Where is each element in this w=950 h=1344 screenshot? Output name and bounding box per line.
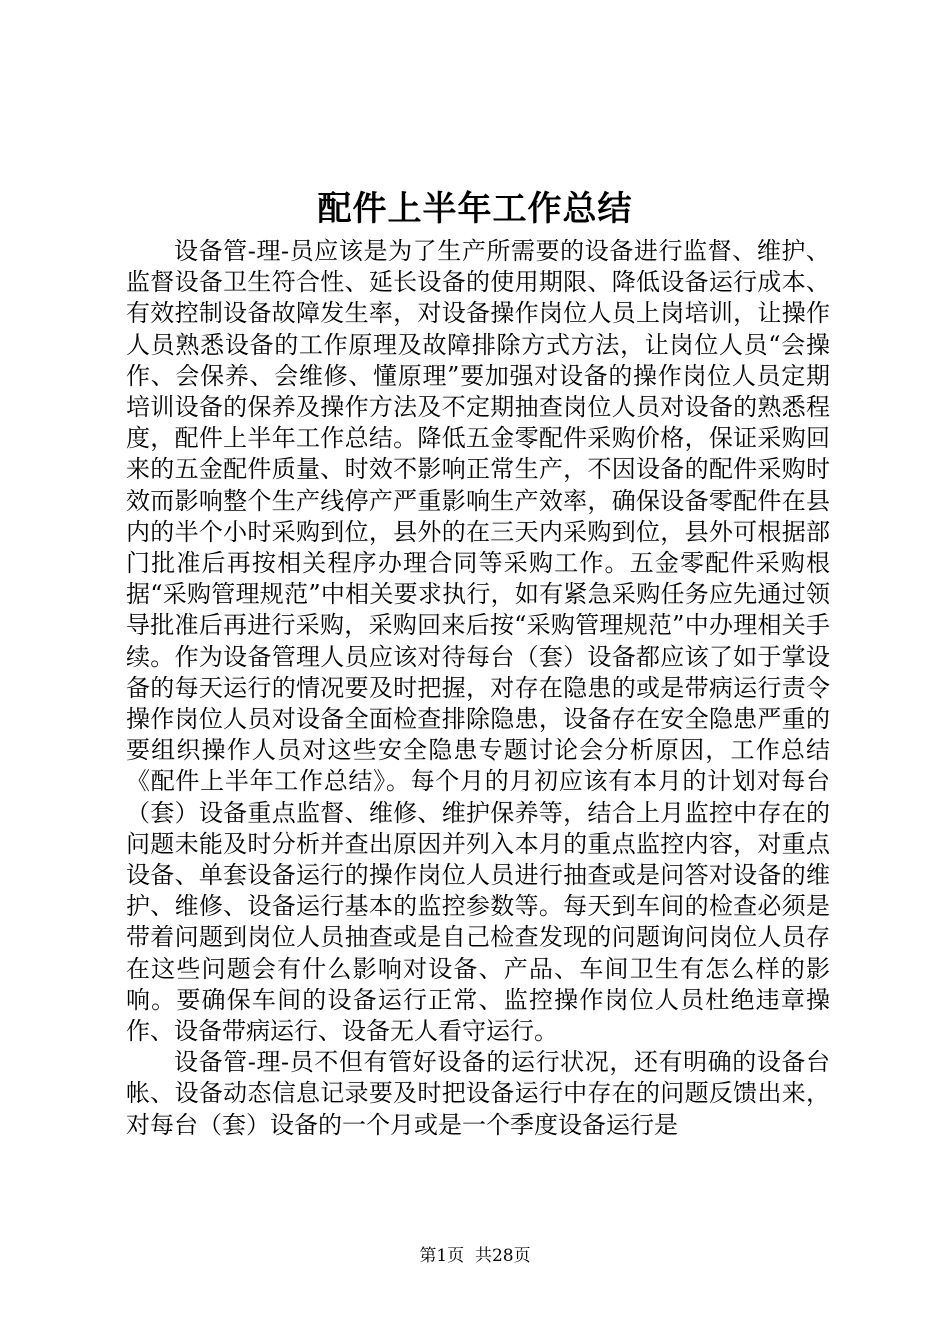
page-number-label: 第1页 共28页 [419,1246,531,1266]
paragraph-1: 设备管-理-员应该是为了生产所需要的设备进行监督、维护、监督设备卫生符合性、延长设备的使用期限、降低设备运行成本、有效控制设备故障发生率，对设备操作岗位人员上岗培训，让操作人员熟悉设备的工作原理及故障排除方式方法，让岗位人员“会操作、会保养、会维修、懂原理”要加强对设备的操作岗位人员定期培训设备的保养及操作方法及不定期抽查岗位人员对设备的熟悉程度，配件上半年工作总结。降低五金零配件采购价格，保证采购回来的五金配件质量、时效不影响正常生产，不因设备的配件采购时效而影响整个生产线停产严重影响生产效率，确保设备零配件在县内的半个小时采购到位，县外的在三天内采购到位，县外可根据部门批准后再按相关程序办理合同等采购工作。五金零配件采购根据“采购管理规范”中相关要求执行，如有紧急采购任务应先通过领导批准后再进行采购，采购回来后按“采购管理规范”中办理相关手续。作为设备管理人员应该对待每台（套）设备都应该了如于掌设备的每天运行的情况要及时把握，对存在隐患的或是带病运行责令操作岗位人员对设备全面检查排除隐患，设备存在安全隐患严重的要组织操作人员对这些安全隐患专题讨论会分析原因，工作总结《配件上半年工作总结》。每个月的月初应该有本月的计划对每台（套）设备重点监督、维修、维护保养等，结合上月监控中存在的问题未能及时分析并查出原因并列入本月的重点监控内容，对重点设备、单套设备运行的操作岗位人员进行抽查或是问答对设备的维护、维修、设备运行基本的监控参数等。每天到车间的检查必须是带着问题到岗位人员抽查或是自己检查发现的问题询问岗位人员存在这些问题会有什么影响对设备、产品、车间卫生有怎么样的影响。要确保车间的设备运行正常、监控操作岗位人员杜绝违章操作、设备带病运行、设备无人看守运行。 [126,237,830,1046]
paragraph-2: 设备管-理-员不但有管好设备的运行状况，还有明确的设备台帐、设备动态信息记录要及时把设备运行中存在的问题反馈出来，对每台（套）设备的一个月或是一个季度设备运行是 [126,1048,830,1139]
document-title: 配件上半年工作总结 [317,189,633,229]
document-body [126,236,830,1141]
page-footer [0,1244,950,1268]
